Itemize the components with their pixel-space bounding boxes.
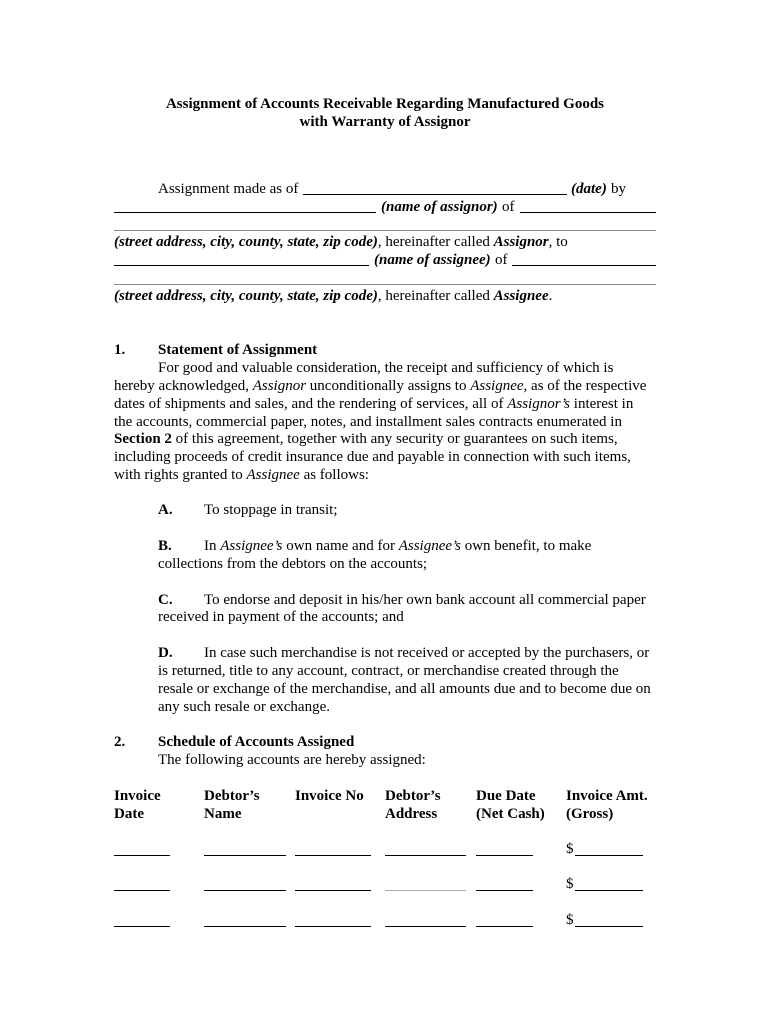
section1-line4: the accounts, commercial paper, notes, and installment sales contracts enumerated in	[114, 414, 622, 430]
col-debtor-name-l2: Name	[204, 806, 242, 822]
col-invoice-date-l2: Date	[114, 806, 144, 822]
section2-intro: The following accounts are hereby assigned:	[158, 752, 426, 768]
address-label-1: (street address, city, county, state, zip code)	[114, 234, 378, 250]
section1-number: 1.	[114, 342, 126, 358]
hereinafter-2: , hereinafter called	[377, 288, 490, 304]
assignee-address-line	[114, 287, 552, 305]
section1-line7: with rights granted to Assignee as follows:	[114, 467, 369, 483]
section1-line1: For good and valuable consideration, the receipt and sufficiency of which is	[158, 360, 614, 376]
row3-invoice-no-blank[interactable]	[295, 926, 371, 927]
row1-name-blank[interactable]	[204, 855, 286, 856]
address-label-2: (street address, city, county, state, zip code)	[114, 288, 378, 304]
assignee-of-blank[interactable]	[512, 265, 656, 266]
item-d-line4: any such resale or exchange.	[158, 699, 331, 715]
row1-address-blank[interactable]	[385, 855, 466, 856]
item-d-letter: D.	[158, 645, 173, 661]
assignor-of-blank[interactable]	[520, 212, 656, 213]
date-blank[interactable]	[303, 194, 567, 195]
row3-date-blank[interactable]	[114, 926, 170, 927]
col-due-date-l2: (Net Cash)	[476, 806, 545, 822]
row3-name-blank[interactable]	[204, 926, 286, 927]
item-d-line3: resale or exchange of the merchandise, and all amounts due and to become due on	[158, 681, 651, 697]
assignor-address-blank[interactable]	[114, 230, 656, 231]
row3-currency-symbol: $	[566, 912, 574, 928]
item-c-line1: To endorse and deposit in his/her own bank account all commercial paper	[204, 592, 646, 608]
item-a-letter: A.	[158, 502, 173, 518]
row1-currency-symbol: $	[566, 841, 574, 857]
item-c-letter: C.	[158, 592, 173, 608]
intro-by: by	[611, 181, 626, 197]
assignor-term: Assignor	[493, 234, 549, 250]
section1-heading: Statement of Assignment	[158, 342, 318, 358]
row2-date-blank[interactable]	[114, 890, 170, 891]
row2-name-blank[interactable]	[204, 890, 286, 891]
document-title-line1: Assignment of Accounts Receivable Regarding Manufactured Goods	[165, 96, 605, 112]
item-c-line2: received in payment of the accounts; and	[158, 609, 404, 625]
row1-due-date-blank[interactable]	[476, 855, 533, 856]
date-label: (date)	[571, 181, 607, 197]
section1-line2: hereby acknowledged, Assignor unconditionally assigns to Assignee, as of the respective	[114, 378, 647, 394]
assignee-name-blank[interactable]	[114, 265, 369, 266]
intro-of-2: of	[495, 252, 508, 268]
item-a-text: To stoppage in transit;	[204, 502, 338, 518]
section2-heading: Schedule of Accounts Assigned	[158, 734, 355, 750]
intro-to: , to	[548, 234, 568, 250]
row1-invoice-no-blank[interactable]	[295, 855, 371, 856]
assignee-address-blank[interactable]	[114, 284, 656, 285]
assignor-name-label: (name of assignor)	[381, 199, 498, 215]
row2-due-date-blank[interactable]	[476, 890, 533, 891]
col-invoice-no-l1: Invoice No	[295, 788, 364, 804]
intro-made-as-of: Assignment made as of	[158, 181, 299, 197]
row3-amount-blank[interactable]	[575, 926, 643, 927]
row3-address-blank[interactable]	[385, 926, 466, 927]
col-invoice-amt-l1: Invoice Amt.	[566, 788, 648, 804]
item-d-line1: In case such merchandise is not received or accepted by the purchasers, or	[204, 645, 650, 661]
assignor-name-blank[interactable]	[114, 212, 376, 213]
assignor-address-line	[114, 233, 568, 251]
assignee-term: Assignee	[493, 288, 549, 304]
col-debtor-address-l2: Address	[385, 806, 438, 822]
row1-amount-blank[interactable]	[575, 855, 643, 856]
row3-due-date-blank[interactable]	[476, 926, 533, 927]
row2-address-blank[interactable]	[385, 890, 466, 891]
section2-number: 2.	[114, 734, 126, 750]
col-debtor-address-l1: Debtor’s	[385, 788, 441, 804]
document-title-line2: with Warranty of Assignor	[299, 114, 471, 130]
section1-line3: dates of shipments and sales, and the rendering of services, all of Assignor’s interest in	[114, 396, 634, 412]
intro-period: .	[548, 288, 553, 304]
col-invoice-amt-l2: (Gross)	[566, 806, 614, 822]
row1-date-blank[interactable]	[114, 855, 170, 856]
item-b-letter: B.	[158, 538, 172, 554]
row2-amount-blank[interactable]	[575, 890, 643, 891]
item-b-line2: collections from the debtors on the accounts;	[158, 556, 428, 572]
col-invoice-date-l1: Invoice	[114, 788, 161, 804]
assignee-name-label: (name of assignee)	[374, 252, 491, 268]
col-due-date-l1: Due Date	[476, 788, 536, 804]
row2-invoice-no-blank[interactable]	[295, 890, 371, 891]
section1-line5: Section 2 of this agreement, together with any security or guarantees on such items,	[114, 431, 618, 447]
col-debtor-name-l1: Debtor’s	[204, 788, 260, 804]
row2-currency-symbol: $	[566, 876, 574, 892]
hereinafter-1: , hereinafter called	[377, 234, 490, 250]
intro-of-1: of	[502, 199, 515, 215]
item-d-line2: is returned, title to any account, contract, or merchandise created through the	[158, 663, 619, 679]
item-b-line1: In Assignee’s own name and for Assignee’s own benefit, to make	[204, 538, 592, 554]
section1-line6: including proceeds of credit insurance due and payable in connection with such items,	[114, 449, 631, 465]
